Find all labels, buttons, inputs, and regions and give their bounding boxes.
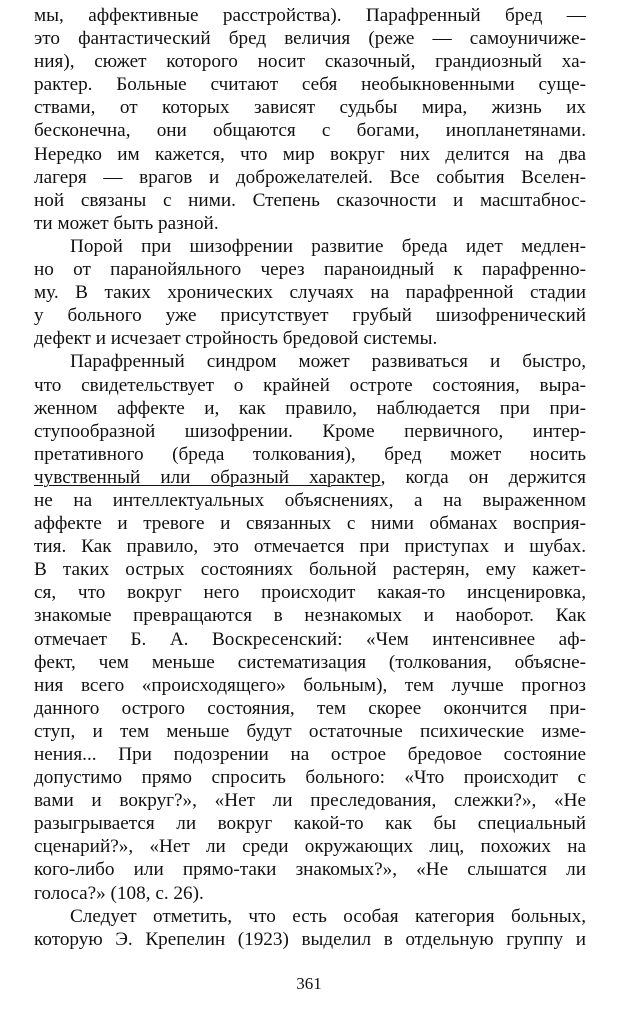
text-line: В таких острых состояниях больной растерян, ему кажет- xyxy=(34,559,586,581)
text-line: не на интеллектуальных объяснениях, а на выраженном xyxy=(34,489,586,511)
text-line-with-underline xyxy=(34,466,586,489)
text-line-paragraph-start: Парафренный синдром может развиваться и быстро, xyxy=(70,351,586,373)
text-line: тия. Как правило, это отмечается при приступах и шубах. xyxy=(34,536,586,558)
text-line-paragraph-end: дефект и исчезает стройность бредовой системы. xyxy=(34,328,438,350)
text-line: претативного (бреда толкования), бред может носить xyxy=(34,443,586,465)
text-line: у больного уже присутствует грубый шизофренический xyxy=(34,305,586,327)
text-line-rest: , когда он держится xyxy=(380,466,586,488)
text-line: женном аффекте и, как правило, наблюдается при при- xyxy=(34,397,586,419)
text-line: отмечает Б. А. Воскресенский: «Чем интенсивнее аф- xyxy=(34,628,586,650)
text-line: мы, аффективные расстройства). Парафренный бред — xyxy=(34,5,586,26)
text-line: ной связаны с ними. Степень сказочности и масштабнос- xyxy=(34,189,586,211)
text-line: кого-либо или прямо-таки знакомых?», «Не слышатся ли xyxy=(34,859,586,881)
text-line: фект, чем меньше систематизация (толкования, объясне- xyxy=(34,651,586,673)
text-line: знакомые превращаются в незнакомых и наоборот. Как xyxy=(34,605,586,627)
text-line: лагеря — врагов и доброжелателей. Все события Вселен- xyxy=(34,166,586,188)
text-line: ния всего «происходящего» больным), тем лучше прогноз xyxy=(34,674,586,696)
text-line-paragraph-start: Следует отметить, что есть особая категория больных, xyxy=(70,905,586,927)
text-line: Нередко им кажется, что мир вокруг них делится на два xyxy=(34,143,586,165)
text-line: это фантастический бред величия (реже — самоуничиже- xyxy=(34,28,586,50)
text-line: ния), сюжет которого носит сказочный, грандиозный ха- xyxy=(34,51,586,73)
body-text xyxy=(34,4,586,951)
text-line: ступообразной шизофрении. Кроме первичного, интер- xyxy=(34,420,586,442)
text-line: разыгрывается ли вокруг какой-то как бы специальный xyxy=(34,813,586,835)
text-line: что свидетельствует о крайней остроте состояния, выра- xyxy=(34,374,586,396)
text-line: но от паранойяльного через параноидный к парафренно- xyxy=(34,259,586,281)
text-line-paragraph-end: голоса?» (108, с. 26). xyxy=(34,882,204,904)
text-line: бесконечна, они общаются с богами, инопланетянами. xyxy=(34,120,586,142)
text-line: вами и вокруг?», «Нет ли преследования, слежки?», «Не xyxy=(34,790,586,812)
text-line: ступ, и тем меньше будут остаточные психические изме- xyxy=(34,720,586,742)
text-line: данного острого состояния, тем скорее окончится при- xyxy=(34,697,586,719)
text-line: которую Э. Крепелин (1923) выделил в отдельную группу и xyxy=(34,928,586,950)
text-line: ся, что вокруг него происходит какая-то инсценировка, xyxy=(34,582,586,604)
text-line: рактер. Больные считают себя необыкновенными суще- xyxy=(34,74,586,96)
text-line: нения... При подозрении на острое бредовое состояние xyxy=(34,744,586,765)
text-line: допустимо прямо спросить больного: «Что происходит с xyxy=(34,767,586,789)
page-number: 361 xyxy=(296,974,322,993)
text-line: ствами, от которых зависят судьбы мира, жизнь их xyxy=(34,97,586,119)
text-line-paragraph-start: Порой при шизофрении развитие бреда идет медлен- xyxy=(70,235,586,257)
text-line: аффекте и тревоге и связанных с ними обманах восприя- xyxy=(34,513,586,535)
underlined-phrase: чувственный или образный характер xyxy=(34,466,381,488)
text-line: сценарий?», «Нет ли среди окружающих лиц, похожих на xyxy=(34,836,586,858)
text-line: му. В таких хронических случаях на парафренной стадии xyxy=(34,282,586,304)
text-line-paragraph-end: ти может быть разной. xyxy=(34,212,219,234)
